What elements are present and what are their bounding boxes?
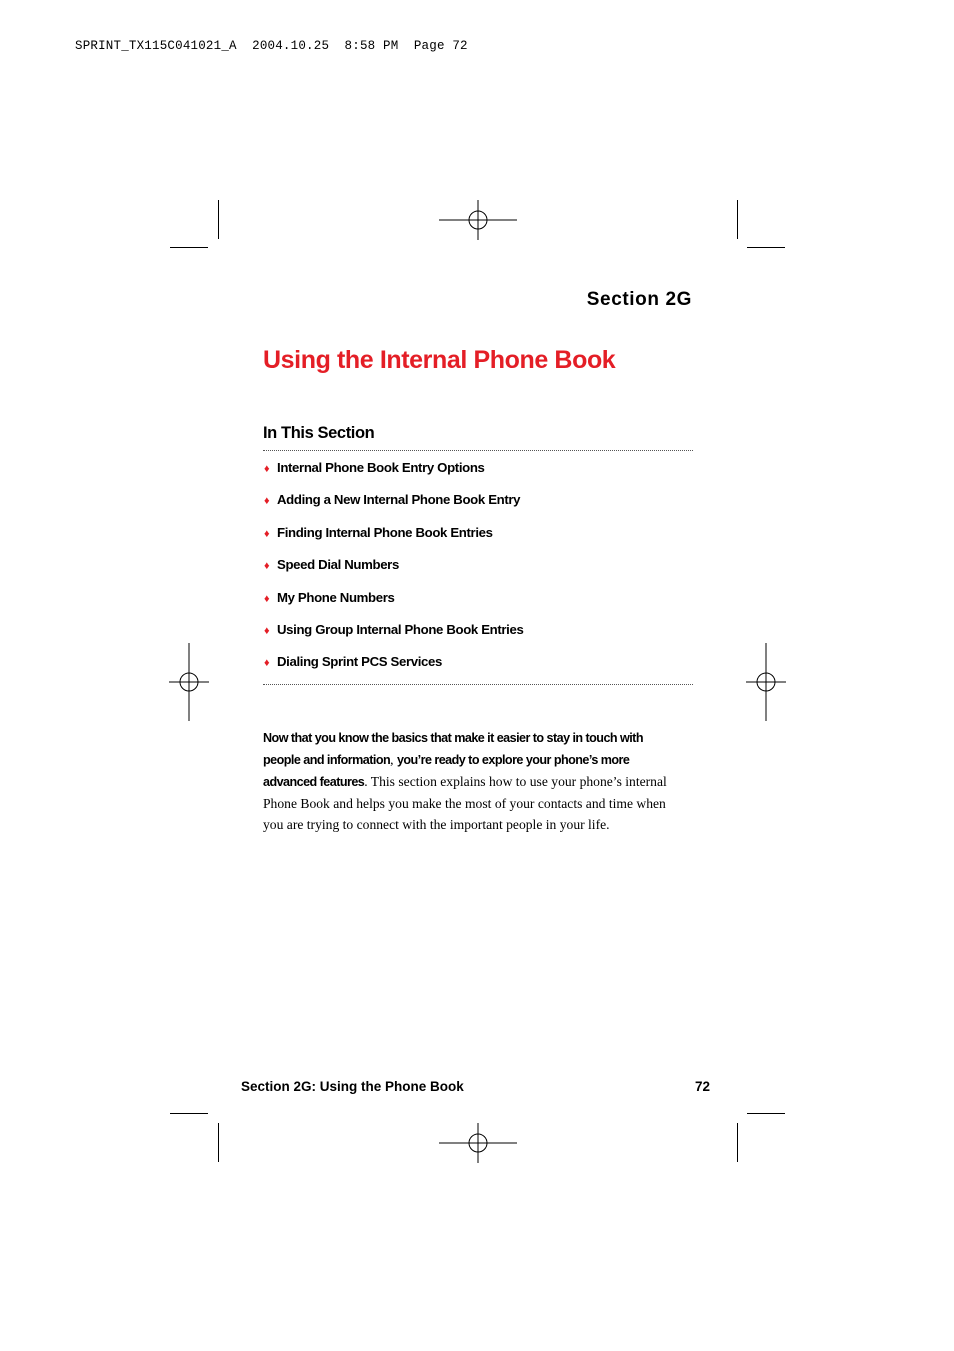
footer-section-title: Section 2G: Using the Phone Book xyxy=(241,1079,464,1094)
toc-item-label: Finding Internal Phone Book Entries xyxy=(277,524,493,540)
toc-item-label: Internal Phone Book Entry Options xyxy=(277,460,485,475)
toc-item xyxy=(264,621,523,653)
crop-mark-br-v xyxy=(737,1123,738,1162)
toc-item xyxy=(264,653,523,685)
page-number: 72 xyxy=(695,1079,711,1094)
registration-crosshair-icon xyxy=(726,642,806,722)
toc-item xyxy=(264,524,523,556)
crop-mark-tr-v xyxy=(737,200,738,239)
crop-mark-bl-h xyxy=(170,1113,208,1114)
intro-paragraph xyxy=(263,727,673,835)
toc-item xyxy=(264,556,523,588)
crop-mark-tl-v xyxy=(218,200,219,239)
toc-item-label: Speed Dial Numbers xyxy=(277,557,399,573)
toc-item-label: Dialing Sprint PCS Services xyxy=(277,654,442,670)
crop-mark-bl-v xyxy=(218,1123,219,1162)
toc-heading: In This Section xyxy=(263,424,375,442)
intro-body: . This section explains how to use your phone’s internal Phone Book and helps you make the most of your contacts and time when you are trying to connect with the important people in your life. xyxy=(263,774,667,832)
diamond-bullet-icon: ♦ xyxy=(264,495,270,508)
chapter-title: Using the Internal Phone Book xyxy=(263,346,616,374)
registration-crosshair-icon xyxy=(438,1103,518,1183)
print-slug: SPRINT_TX115C041021_A 2004.10.25 8:58 PM Page 72 xyxy=(75,39,468,53)
diamond-bullet-icon: ♦ xyxy=(264,624,270,637)
diamond-bullet-icon: ♦ xyxy=(264,560,270,573)
diamond-bullet-icon: ♦ xyxy=(264,527,270,540)
toc-item xyxy=(264,491,523,523)
section-label: Section 2G xyxy=(586,289,692,310)
registration-crosshair-icon xyxy=(149,642,229,722)
toc-top-divider xyxy=(263,450,693,451)
diamond-bullet-icon: ♦ xyxy=(264,463,270,475)
toc-item-label: My Phone Numbers xyxy=(277,589,395,605)
intro-lead: you’re ready to explore your phone’s more advanced features xyxy=(263,753,630,789)
toc-item-label: Adding a New Internal Phone Book Entry xyxy=(277,492,521,508)
intro-separator: , xyxy=(390,752,397,767)
diamond-bullet-icon: ♦ xyxy=(264,592,270,605)
toc-item xyxy=(264,459,523,491)
toc-item xyxy=(264,589,523,621)
crop-mark-br-h xyxy=(747,1113,785,1114)
toc-list xyxy=(264,459,523,686)
intro-lead: Now that you know the basics that make it easier to stay in touch with people and information xyxy=(263,731,643,767)
crop-mark-tl-h xyxy=(170,247,208,248)
crop-mark-tr-h xyxy=(747,247,785,248)
diamond-bullet-icon: ♦ xyxy=(264,657,270,670)
toc-item-label: Using Group Internal Phone Book Entries xyxy=(277,621,524,637)
registration-crosshair-icon xyxy=(438,180,518,260)
toc-bottom-divider xyxy=(263,684,693,685)
